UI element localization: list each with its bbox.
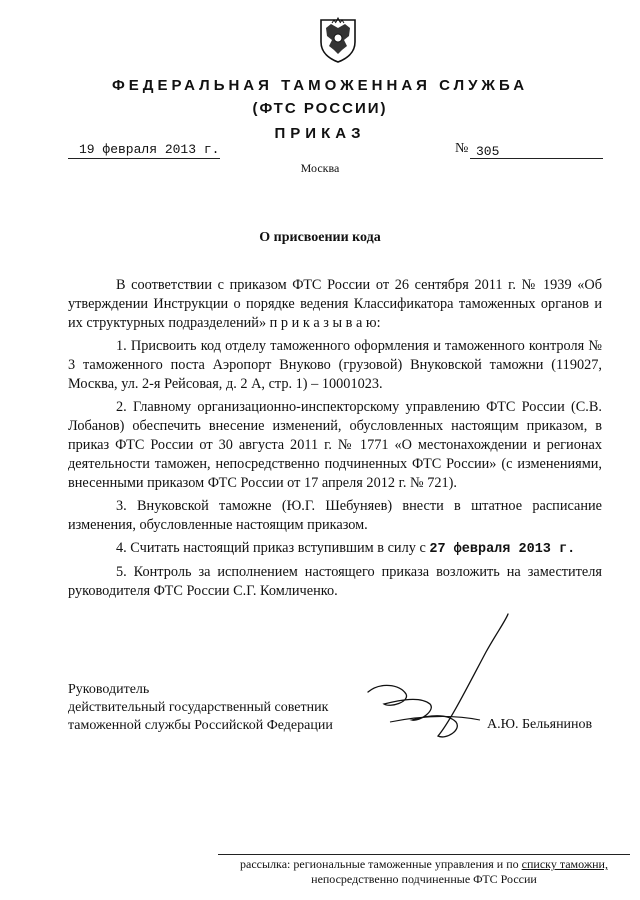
organization-short-title: (ФТС РОССИИ)	[252, 100, 388, 117]
clause-2: 2. Главному организационно-инспекторскому управлению ФТС России (С.В. Лобанов) обеспечить внесение изменений, обусловленных настоящим приказом, в приказ ФТС России от 30 августа 2011 г. № 1771 «О местонахождении и регионах деятельности таможен, непосредственно подчиненных ФТС России» (с изменениями, внесенными приказом ФТС России от 17 апреля 2012 г. № 721).	[68, 399, 602, 491]
clause-5: 5. Контроль за исполнением настоящего приказа возложить на заместителя руководителя ФТС России С.Г. Комличенко.	[68, 564, 602, 599]
signatory-rank: действительный государственный советник	[68, 700, 329, 715]
order-subject: О присвоении кода	[259, 230, 381, 245]
distribution-list	[218, 854, 630, 887]
date-underline	[68, 158, 220, 159]
order-number: 305	[476, 144, 500, 159]
signatory-rank-continued: таможенной службы Российской Федерации	[68, 718, 333, 733]
city: Москва	[300, 161, 340, 175]
distribution-line-2: непосредственно подчиненные ФТС России	[311, 872, 537, 886]
clause-4-text: 4. Считать настоящий приказ вступившим в силу с	[116, 540, 426, 556]
order-number-label: №	[455, 141, 469, 156]
distribution-text-a: рассылка: региональные таможенные управления и по	[240, 857, 519, 871]
number-underline	[470, 158, 603, 159]
signatory-block	[68, 681, 333, 735]
clause-4	[68, 539, 602, 559]
clause-4-effective-date: 27 февраля 2013 г.	[429, 542, 576, 557]
order-date: 19 февраля 2013 г.	[79, 142, 220, 157]
document-type-title: ПРИКАЗ	[274, 125, 366, 142]
order-body	[68, 276, 602, 601]
preamble-paragraph: В соответствии с приказом ФТС России от 26 сентября 2011 г. № 1939 «Об утверждении Инструкции о порядке ведения Классификатора таможенных органов и их структурных подразделений» п р и к а з ы в а ю:	[68, 277, 602, 331]
clause-3: 3. Внуковской таможне (Ю.Г. Шебуняев) внести в штатное расписание изменения, обусловленные настоящим приказом.	[68, 498, 602, 533]
organization-title: ФЕДЕРАЛЬНАЯ ТАМОЖЕННАЯ СЛУЖБА	[111, 77, 529, 94]
signatory-position: Руководитель	[68, 682, 150, 697]
coat-of-arms-icon	[317, 16, 359, 64]
distribution-line-1	[218, 857, 630, 872]
clause-1: 1. Присвоить код отделу таможенного оформления и таможенного контроля № 3 таможенного поста Аэропорт Внуково (грузовой) Внуковской таможни (119027, Москва, ул. 2-я Рейсовая, д. 2 А, стр. 1) – 10001023.	[68, 338, 602, 392]
signatory-name: А.Ю. Бельянинов	[487, 717, 593, 732]
distribution-text-b: списку таможни,	[521, 857, 608, 871]
